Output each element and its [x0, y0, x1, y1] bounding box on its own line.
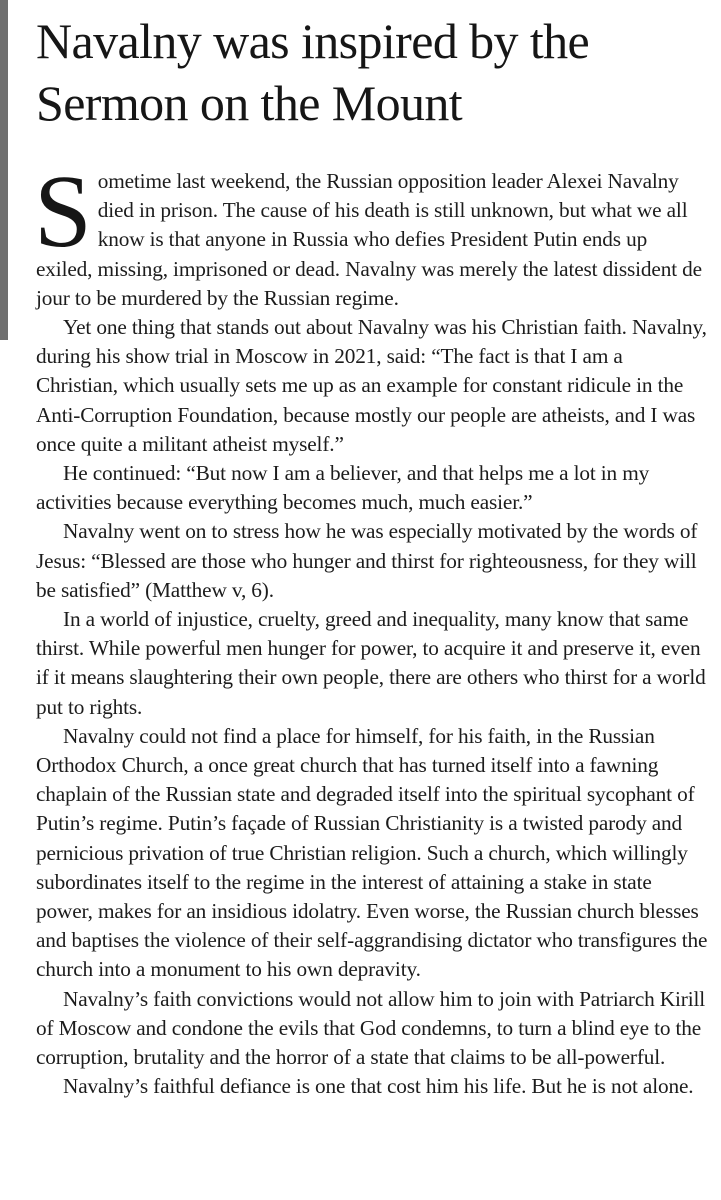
paragraph-8: Navalny’s faithful defiance is one that cost him his life. But he is not alone. — [63, 1074, 694, 1099]
paragraph-1-text: ometime last weekend, the Russian opposition leader Alexei Navalny died in prison. The cause of his death is still unknown, but what we all know is that anyone in Russia who defies President Putin ends up exiled, missing, imprisoned or dead. Navalny was merely the latest dissident de jour to be murdered by the Russian regime. — [36, 169, 702, 310]
drop-cap: S — [34, 154, 92, 269]
paragraph-5: In a world of injustice, cruelty, greed and inequality, many know that same thirst. While powerful men hunger for power, to acquire it and preserve it, even if it means slaughtering their own people, there are others who thirst for a world put to rights. — [36, 607, 706, 719]
paragraph-2: Yet one thing that stands out about Navalny was his Christian faith. Navalny, during his show trial in Moscow in 2021, said: “The fact is that I am a Christian, which usually sets me up as an example for constant ridicule in the Anti-Corruption Foundation, because mostly our people are atheists, and I was once quite a militant atheist myself.” — [36, 315, 707, 456]
paragraph-4: Navalny went on to stress how he was especially motivated by the words of Jesus: “Blessed are those who hunger and thirst for righteousness, for they will be satisfied” (Matthew v, 6). — [36, 519, 698, 602]
article — [36, 0, 708, 1102]
column-rule — [0, 0, 8, 340]
article-body — [34, 154, 708, 1102]
paragraph-3: He continued: “But now I am a believer, and that helps me a lot in my activities because everything becomes much, much easier.” — [36, 461, 650, 515]
paragraph-1 — [34, 154, 708, 313]
paragraph-6: Navalny could not find a place for himself, for his faith, in the Russian Orthodox Church, a once great church that has turned itself into a fawning chaplain of the Russian state and degraded itself into the spiritual sycophant of Putin’s regime. Putin’s façade of Russian Christianity is a twisted parody and pernicious privation of true Christian religion. Such a church, which willingly subordinates itself to the regime in the interest of attaining a stake in state power, makes for an insidious idolatry. Even worse, the Russian church blesses and baptises the violence of their self-aggrandising dictator who transfigures the church into a monument to his own depravity. — [36, 723, 708, 982]
paragraph-7: Navalny’s faith convictions would not allow him to join with Patriarch Kirill of Moscow and condone the evils that God condemns, to turn a blind eye to the corruption, brutality and the horror of a state that claims to be all-powerful. — [36, 986, 706, 1070]
headline: Navalny was inspired by the Sermon on the Mount — [36, 13, 590, 131]
